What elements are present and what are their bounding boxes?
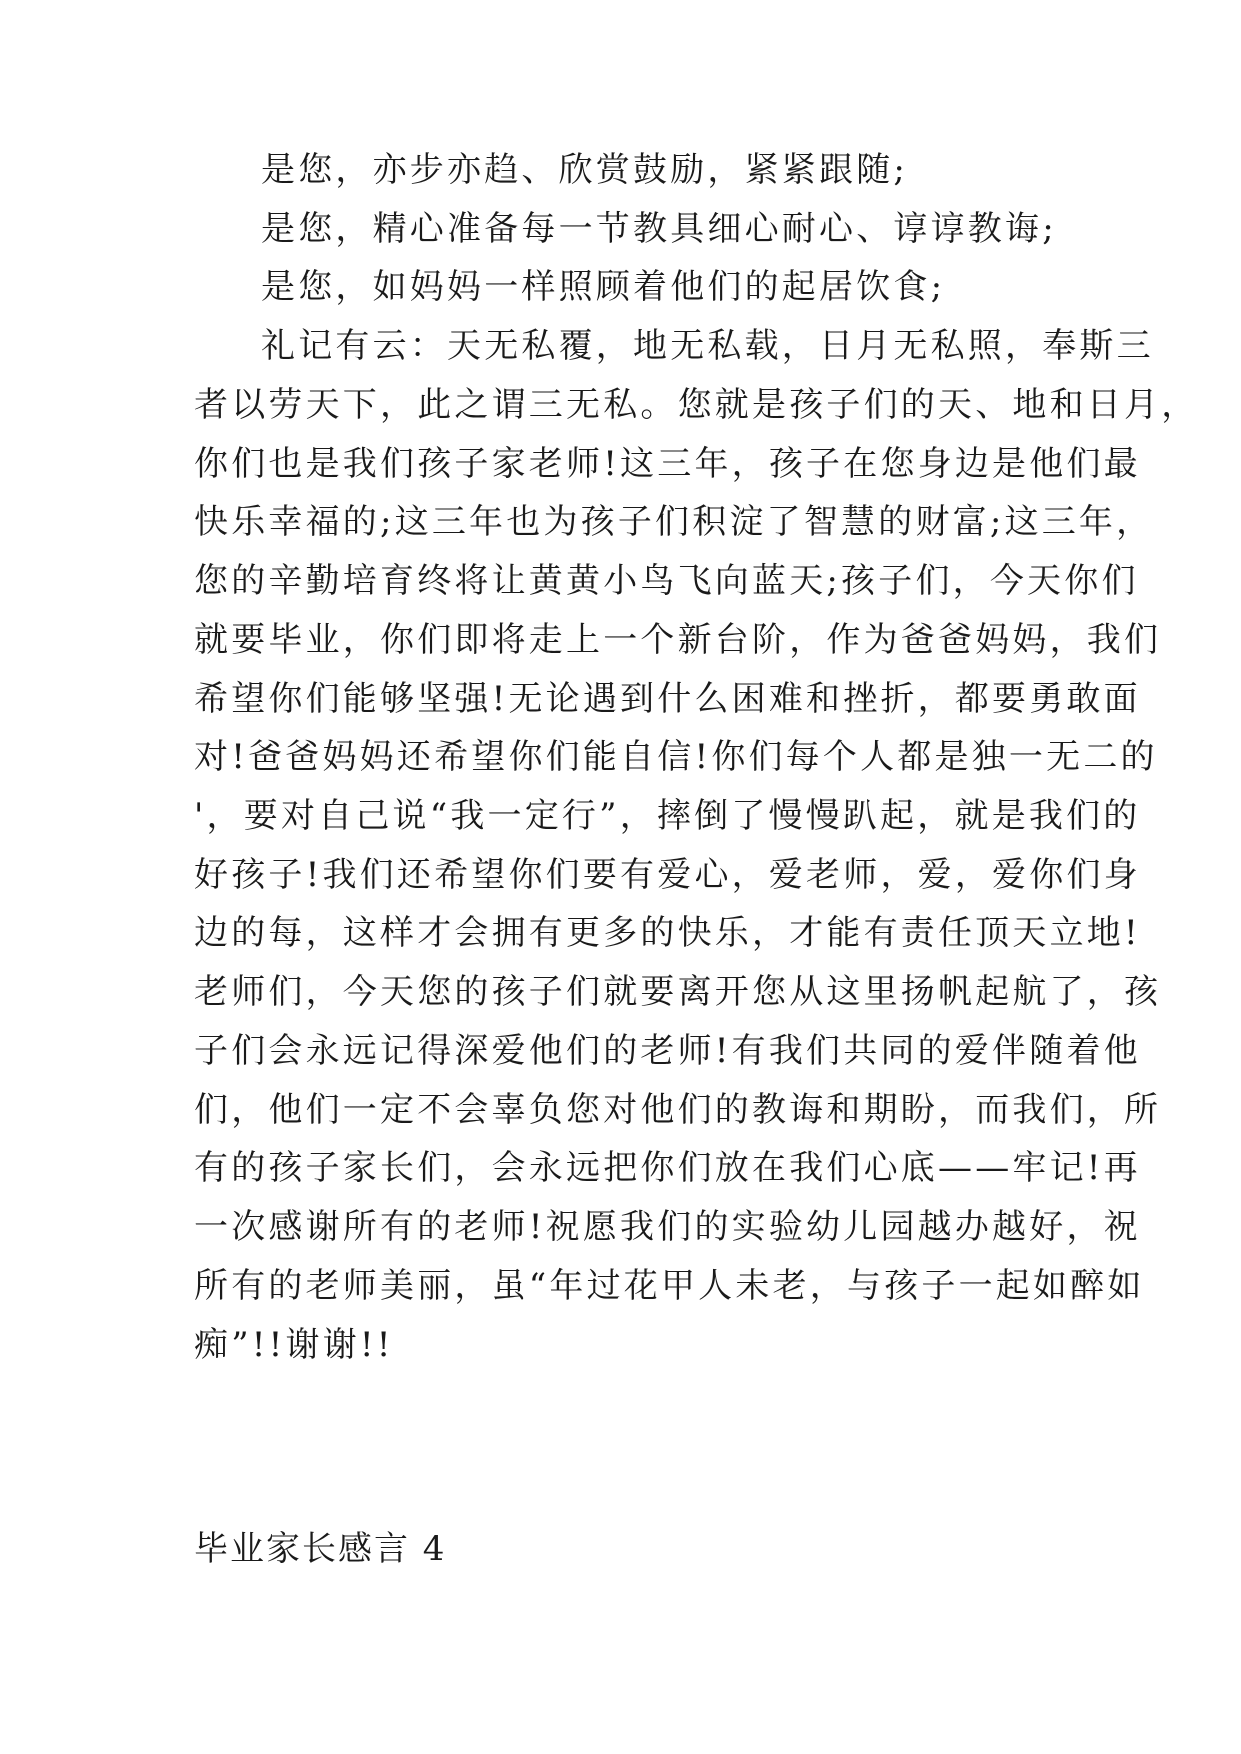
paragraph-line-10: 希望你们能够坚强!无论遇到什么困难和挫折，都要勇敢面 [194, 679, 1141, 719]
paragraph-line-11: 对!爸爸妈妈还希望你们能自信!你们每个人都是独一无二的 [194, 737, 1158, 777]
paragraph-line-7: 快乐幸福的;这三年也为孩子们积淀了智慧的财富;这三年， [194, 502, 1154, 542]
paragraph-line-19: 一次感谢所有的老师!祝愿我们的实验幼儿园越办越好，祝 [194, 1207, 1141, 1247]
paragraph-line-13: 好孩子!我们还希望你们要有爱心，爱老师，爱，爱你们身 [194, 855, 1141, 895]
paragraph-line-12: '，要对自己说“我一定行”，摔倒了慢慢趴起，就是我们的 [194, 796, 1141, 836]
section-heading: 毕业家长感言 4 [194, 1529, 447, 1569]
paragraph-line-2: 是您，精心准备每一节教具细心耐心、谆谆教诲; [261, 209, 1057, 249]
paragraph-line-15: 老师们，今天您的孩子们就要离开您从这里扬帆起航了，孩 [194, 972, 1162, 1012]
paragraph-line-8: 您的辛勤培育终将让黄黄小鸟飞向蓝天;孩子们，今天你们 [194, 561, 1139, 601]
paragraph-line-9: 就要毕业，你们即将走上一个新台阶，作为爸爸妈妈，我们 [194, 620, 1162, 660]
paragraph-line-16: 子们会永远记得深爱他们的老师!有我们共同的爱伴随着他 [194, 1031, 1141, 1071]
paragraph-line-1: 是您，亦步亦趋、欣赏鼓励，紧紧跟随; [261, 150, 909, 190]
paragraph-line-20: 所有的老师美丽，虽“年过花甲人未老，与孩子一起如醉如 [194, 1266, 1145, 1306]
paragraph-line-6: 你们也是我们孩子家老师!这三年，孩子在您身边是他们最 [194, 444, 1141, 484]
paragraph-line-4: 礼记有云：天无私覆，地无私载，日月无私照，奉斯三 [261, 326, 1154, 366]
paragraph-line-14: 边的每，这样才会拥有更多的快乐，才能有责任顶天立地! [194, 913, 1141, 953]
paragraph-line-18: 有的孩子家长们，会永远把你们放在我们心底——牢记!再 [194, 1148, 1141, 1188]
paragraph-line-21: 痴”!!谢谢!! [194, 1325, 394, 1365]
paragraph-line-3: 是您，如妈妈一样照顾着他们的起居饮食; [261, 267, 946, 307]
paragraph-line-5: 者以劳天下，此之谓三无私。您就是孩子们的天、地和日月， [194, 385, 1199, 425]
paragraph-line-17: 们，他们一定不会辜负您对他们的教诲和期盼，而我们，所 [194, 1090, 1162, 1130]
